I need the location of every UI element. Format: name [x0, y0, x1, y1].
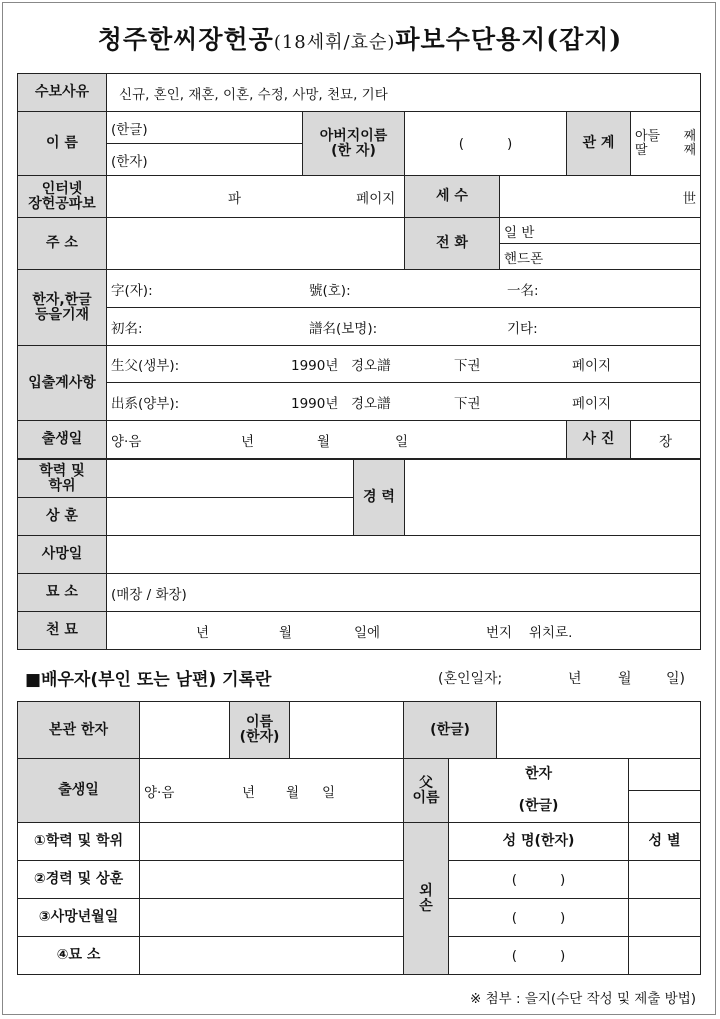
- spouse-birth-day: 일: [322, 784, 336, 801]
- spouse-edu-label: ①학력 및 학위: [18, 823, 140, 861]
- relation-label: 관 계: [567, 112, 631, 176]
- spouse-clan-field[interactable]: [140, 702, 230, 759]
- spouse-birth-field[interactable]: [140, 759, 404, 823]
- wedding-date: [438, 668, 685, 688]
- saengbu-hagwon: 下권: [454, 358, 481, 374]
- birth-calendar: 양·음: [111, 433, 142, 450]
- maternal-paren-3: ( ): [511, 947, 566, 964]
- relation-field[interactable]: [631, 112, 701, 176]
- bomyeong-field: 譜名(보명):: [309, 320, 378, 337]
- grave-field[interactable]: [107, 574, 701, 612]
- spouse-father-label: 父 이름: [404, 759, 449, 823]
- wedding-year: 년: [568, 671, 582, 687]
- spouse-section-title: ■배우자(부인 또는 남편) 기록란: [25, 670, 272, 690]
- ja-row[interactable]: [107, 270, 701, 308]
- ilmyeong-field: 一名:: [507, 282, 539, 299]
- move-year: 년: [196, 624, 210, 641]
- spouse-hangul-field[interactable]: [497, 702, 701, 759]
- saengbu-year: 1990년: [291, 358, 339, 374]
- maternal-gender-header: 성 별: [629, 823, 701, 861]
- career-table: [17, 459, 701, 536]
- spouse-name-field[interactable]: [290, 702, 404, 759]
- edu-label: 학력 및 학위: [18, 460, 107, 498]
- hanja-label: 한자,한글 등을기재: [18, 270, 107, 346]
- move-month: 월: [279, 624, 293, 641]
- maternal-name-1[interactable]: [449, 861, 629, 899]
- wedding-day: 일): [666, 671, 685, 687]
- spouse-table: [17, 701, 701, 975]
- phone-general: 일 반: [504, 224, 535, 241]
- page-title: [0, 20, 720, 56]
- saengbu-row[interactable]: [107, 346, 701, 383]
- footnote: ※ 첨부 : 을지(수단 작성 및 제출 방법): [470, 991, 696, 1007]
- death-field[interactable]: [107, 536, 701, 574]
- spouse-grave-label: ④묘 소: [18, 937, 140, 975]
- name-label: 이 름: [18, 112, 107, 176]
- generation-label: 세 수: [405, 176, 500, 218]
- birth-label: 출생일: [18, 421, 107, 459]
- address-field[interactable]: [107, 218, 405, 270]
- death-table: [17, 535, 701, 650]
- birth-field[interactable]: [107, 421, 567, 459]
- spouse-clan-label: 본관 한자: [18, 702, 140, 759]
- edu-field[interactable]: [107, 460, 354, 498]
- ja-field: 字(자):: [111, 282, 153, 299]
- photo-field[interactable]: [631, 421, 701, 459]
- internet-pa: 파: [227, 190, 241, 207]
- relation-daughter: 딸: [635, 142, 648, 158]
- maternal-name-header: 성 명(한자): [449, 823, 629, 861]
- spouse-grave-field[interactable]: [140, 937, 404, 975]
- name-hangul-field[interactable]: (한글): [107, 112, 303, 144]
- move-bunji: 번지: [486, 624, 513, 641]
- chulgye-hagwon: 下권: [454, 395, 481, 412]
- career-label: 경 력: [354, 460, 405, 536]
- title-paren: (18세휘/효순): [273, 32, 396, 53]
- reason-label: 수보사유: [18, 74, 107, 112]
- reason-options[interactable]: 신규, 혼인, 재혼, 이혼, 수정, 사망, 천묘, 기타: [107, 74, 701, 112]
- spouse-birth-year: 년: [242, 784, 256, 801]
- spouse-death-field[interactable]: [140, 899, 404, 937]
- birth-month: 월: [317, 433, 331, 450]
- maternal-name-3[interactable]: [449, 937, 629, 975]
- spouse-death-label: ③사망년월일: [18, 899, 140, 937]
- chulgye-page: 페이지: [572, 395, 612, 412]
- move-field[interactable]: [107, 612, 701, 650]
- spouse-edu-field[interactable]: [140, 823, 404, 861]
- phone-mobile-field[interactable]: [500, 244, 701, 270]
- photo-label: 사 진: [567, 421, 631, 459]
- spouse-father-hangul-label: (한글): [449, 791, 629, 823]
- birth-day: 일: [395, 433, 409, 450]
- gita-field: 기타:: [507, 320, 538, 337]
- saengbu-gyeongo: 경오譜: [351, 358, 391, 374]
- spouse-career-field[interactable]: [140, 861, 404, 899]
- maternal-paren-2: ( ): [511, 909, 566, 926]
- ho-field: 號(호):: [309, 282, 351, 299]
- phone-mobile: 핸드폰: [504, 250, 544, 267]
- wedding-month: 월: [618, 671, 632, 687]
- move-location: 위치로.: [529, 624, 573, 641]
- chulgye-row[interactable]: [107, 383, 701, 421]
- spouse-father-hangul-field[interactable]: [629, 791, 701, 823]
- death-label: 사망일: [18, 536, 107, 574]
- grave-label: 묘 소: [18, 574, 107, 612]
- adopt-label: 입출계사항: [18, 346, 107, 421]
- generation-unit: 世: [682, 190, 697, 207]
- spouse-father-hanja-field[interactable]: [629, 759, 701, 791]
- chulgye-field: 出系(양부):: [111, 395, 180, 412]
- award-field[interactable]: [107, 498, 354, 536]
- wedding-label: (혼인일자;: [438, 671, 503, 687]
- move-label: 천 묘: [18, 612, 107, 650]
- chomyeong-field: 初名:: [111, 320, 143, 337]
- maternal-label: 외 손: [404, 823, 449, 975]
- maternal-paren-1: ( ): [511, 871, 566, 888]
- saengbu-field: 生父(생부):: [111, 358, 180, 374]
- birth-year: 년: [241, 433, 255, 450]
- phone-general-field[interactable]: [500, 218, 701, 244]
- career-field[interactable]: [405, 460, 701, 536]
- spouse-father-hanja-label: 한자: [449, 759, 629, 791]
- internet-field[interactable]: [107, 176, 405, 218]
- spouse-birth-month: 월: [286, 784, 300, 801]
- maternal-gender-3[interactable]: [629, 937, 701, 975]
- spouse-name-label: 이름 (한자): [230, 702, 290, 759]
- spouse-hangul-label: (한글): [404, 702, 497, 759]
- maternal-gender-2[interactable]: [629, 899, 701, 937]
- internet-label: 인터넷 장헌공파보: [18, 176, 107, 218]
- internet-page: 페이지: [356, 190, 396, 207]
- father-paren: ( ): [458, 135, 513, 152]
- maternal-name-2[interactable]: [449, 899, 629, 937]
- relation-nth1: 째: [683, 128, 697, 144]
- spouse-birth-calendar: 양·음: [144, 784, 175, 801]
- photo-unit: 장: [659, 433, 673, 450]
- phone-label: 전 화: [405, 218, 500, 270]
- relation-son: 아들: [635, 128, 661, 144]
- name-hanja-field[interactable]: (한자): [107, 144, 303, 176]
- relation-nth2: 째: [683, 142, 697, 158]
- spouse-birth-label: 출생일: [18, 759, 140, 823]
- spouse-career-label: ②경력 및 상훈: [18, 861, 140, 899]
- move-day: 일에: [354, 624, 381, 641]
- address-label: 주 소: [18, 218, 107, 270]
- award-label: 상 훈: [18, 498, 107, 536]
- grave-type: (매장 / 화장): [111, 586, 187, 603]
- father-name-field[interactable]: [405, 112, 567, 176]
- saengbu-page: 페이지: [572, 358, 612, 374]
- title-main: 청주한씨장헌공: [97, 25, 274, 54]
- main-form-table: [17, 73, 701, 459]
- generation-field[interactable]: [500, 176, 701, 218]
- title-tail: 파보수단용지(갑지): [395, 25, 623, 54]
- chomyeong-row[interactable]: [107, 308, 701, 346]
- father-label: 아버지이름 (한 자): [303, 112, 405, 176]
- chulgye-gyeongo: 경오譜: [351, 395, 391, 412]
- chulgye-year: 1990년: [291, 395, 339, 412]
- maternal-gender-1[interactable]: [629, 861, 701, 899]
